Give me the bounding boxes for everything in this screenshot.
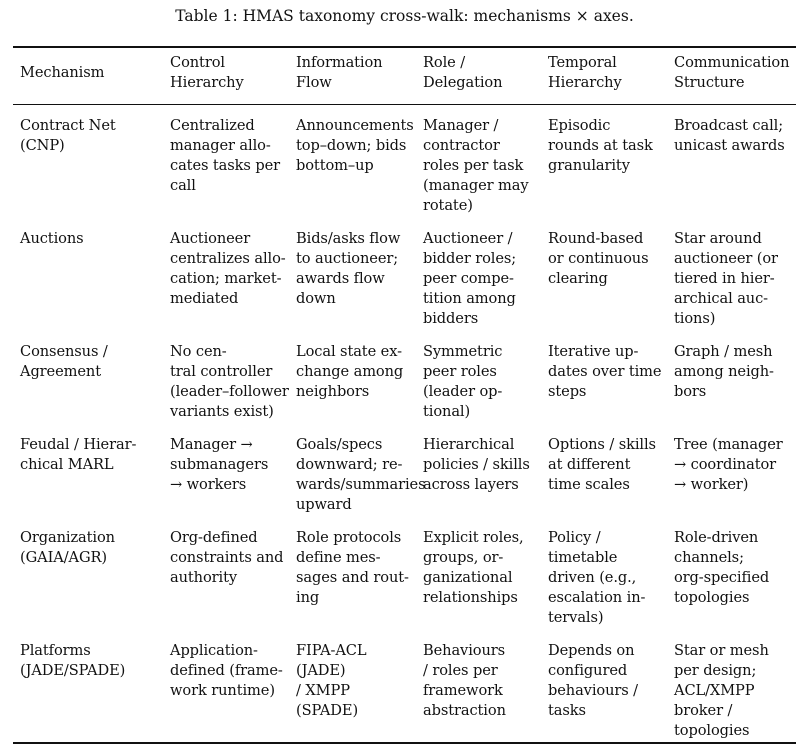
table-cell: Auctioneer / bidder roles; peer compe- tition among bidders — [423, 230, 517, 327]
table-cell: Policy / timetable driven (e.g., escalation in- tervals) — [548, 529, 646, 626]
table-cell: FIPA-ACL (JADE) / XMPP (SPADE) — [296, 642, 367, 719]
table-cell: Manager → submanagers → workers — [170, 436, 269, 493]
header-role-delegation: Role / Delegation — [423, 54, 503, 91]
table-cell: No cen- tral controller (leader–follower variants exist) — [170, 343, 289, 420]
table-cell: Behaviours / roles per framework abstraction — [423, 642, 506, 719]
table-cell: Consensus / Agreement — [20, 343, 108, 380]
table-cell: Centralized manager allo- cates tasks per call — [170, 117, 280, 194]
table-cell: Star around auctioneer (or tiered in hier- archical auc- tions) — [674, 230, 778, 327]
table-cell: Announcements top–down; bids bottom–up — [296, 117, 414, 174]
table-cell: Options / skills at different time scales — [548, 436, 656, 493]
table-cell: Role protocols define mes- sages and rout- ing — [296, 529, 409, 606]
table-cell: Star or mesh per design; ACL/XMPP broker / topologies — [674, 642, 769, 739]
header-information-flow: Information Flow — [296, 54, 383, 91]
table-cell: Hierarchical policies / skills across layers — [423, 436, 530, 493]
bottom-rule — [13, 742, 796, 744]
table-cell: Round-based or continuous clearing — [548, 230, 649, 287]
header-communication-structure: Communication Structure — [674, 54, 790, 91]
table-cell: Application- defined (frame- work runtime) — [170, 642, 283, 699]
table-cell: Org-defined constraints and authority — [170, 529, 284, 586]
table-cell: Manager / contractor roles per task (manager may rotate) — [423, 117, 529, 214]
header-mechanism: Mechanism — [20, 64, 105, 81]
table-cell: Role-driven channels; org-specified topologies — [674, 529, 770, 606]
header-control-hierarchy: Control Hierarchy — [170, 54, 244, 91]
table-cell: Goals/specs downward; re- wards/summaries upward — [296, 436, 426, 513]
top-rule — [13, 46, 796, 48]
table-cell: Explicit roles, groups, or- ganizational relationships — [423, 529, 524, 606]
table-cell: Feudal / Hierar- chical MARL — [20, 436, 137, 473]
table-cell: Symmetric peer roles (leader op- tional) — [423, 343, 503, 420]
table-cell: Broadcast call; unicast awards — [674, 117, 785, 154]
table-cell: Local state ex- change among neighbors — [296, 343, 404, 400]
table-cell: Depends on configured behaviours / tasks — [548, 642, 638, 719]
table-cell: Iterative up- dates over time steps — [548, 343, 662, 400]
table-caption: Table 1: HMAS taxonomy cross-walk: mechanisms × axes. — [175, 7, 634, 25]
table-cell: Tree (manager → coordinator → worker) — [674, 436, 783, 493]
table-cell: Organization (GAIA/AGR) — [20, 529, 115, 566]
header-temporal-hierarchy: Temporal Hierarchy — [548, 54, 622, 91]
table-cell: Bids/asks flow to auctioneer; awards flow down — [296, 230, 401, 307]
table-cell: Episodic rounds at task granularity — [548, 117, 653, 174]
table-cell: Auctions — [20, 230, 84, 247]
table-cell: Contract Net (CNP) — [20, 117, 116, 154]
table-cell: Auctioneer centralizes allo- cation; market- mediated — [170, 230, 286, 307]
table-cell: Graph / mesh among neigh- bors — [674, 343, 774, 400]
header-rule — [13, 104, 796, 105]
table-cell: Platforms (JADE/SPADE) — [20, 642, 126, 679]
